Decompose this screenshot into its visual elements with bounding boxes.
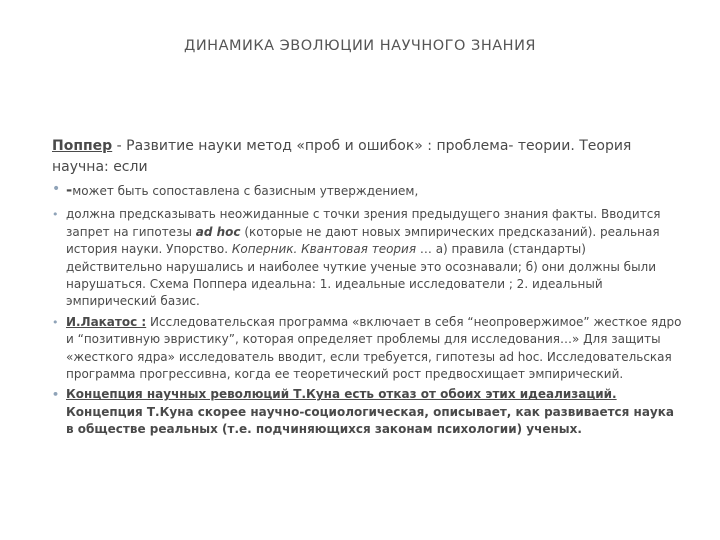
list-item — [52, 182, 682, 200]
italic-examples: Коперник. Квантовая теория — [231, 242, 417, 257]
bullet-icon: • — [52, 315, 59, 329]
item-text: может быть сопоставлена с базисным утверждением, — [72, 184, 419, 198]
popper-name: Поппер — [52, 138, 113, 154]
lakatos-name: И.Лакатос : — [66, 314, 147, 329]
item-text: (которые не дают новых эмпирических предсказаний). реальная история науки. Упорство. — [66, 224, 660, 257]
criteria-list — [52, 182, 682, 442]
list-item — [52, 314, 682, 384]
item-text: Исследовательская программа «включает в себя “неопровержимое” жесткое ядро и “позитивную эвристику”, которая определяет проблемы для исследования…» Для защиты «жесткого ядра» исследователь вводит, если требуется, гипотезы ad hoc. Исследовательская программа прогрессивна, когда ее теоретический рост предвосхищает эмпирический. — [66, 314, 682, 382]
item-text: Концепция Т.Куна скорее научно-социологическая, описывает, как развивается наука в обществе реальных (т.е. подчиняющихся законам психологии) ученых. — [66, 404, 674, 437]
dash-mark: - — [66, 181, 73, 199]
item-text: должна предсказывать неожиданные с точки зрения предыдущего знания факты. Вводится запрет на гипотезы — [66, 207, 661, 239]
kuhn-heading: Концепция научных революций Т.Куна есть отказ от обоих этих идеализаций. — [66, 387, 617, 402]
intro-paragraph — [52, 136, 672, 178]
bullet-icon: • — [52, 388, 60, 402]
bullet-icon: • — [52, 181, 61, 197]
bullet-icon: • — [52, 208, 59, 222]
list-item — [52, 386, 682, 438]
intro-text: - Развитие науки метод «проб и ошибок» : проблема- теории. Теория научна: если — [52, 138, 632, 175]
ad-hoc-term: ad hoc — [195, 224, 241, 239]
page-title: ДИНАМИКА ЭВОЛЮЦИИ НАУЧНОГО ЗНАНИЯ — [183, 38, 536, 54]
list-item — [52, 206, 682, 310]
item-text: … а) правила (стандарты) действительно нарушались и наиболее чуткие ученые это осознавали; б) они должны были нарушаться. Схема Поппера идеальна: 1. идеальные исследователи ; 2. идеальный эмпирический базис. — [66, 242, 657, 309]
